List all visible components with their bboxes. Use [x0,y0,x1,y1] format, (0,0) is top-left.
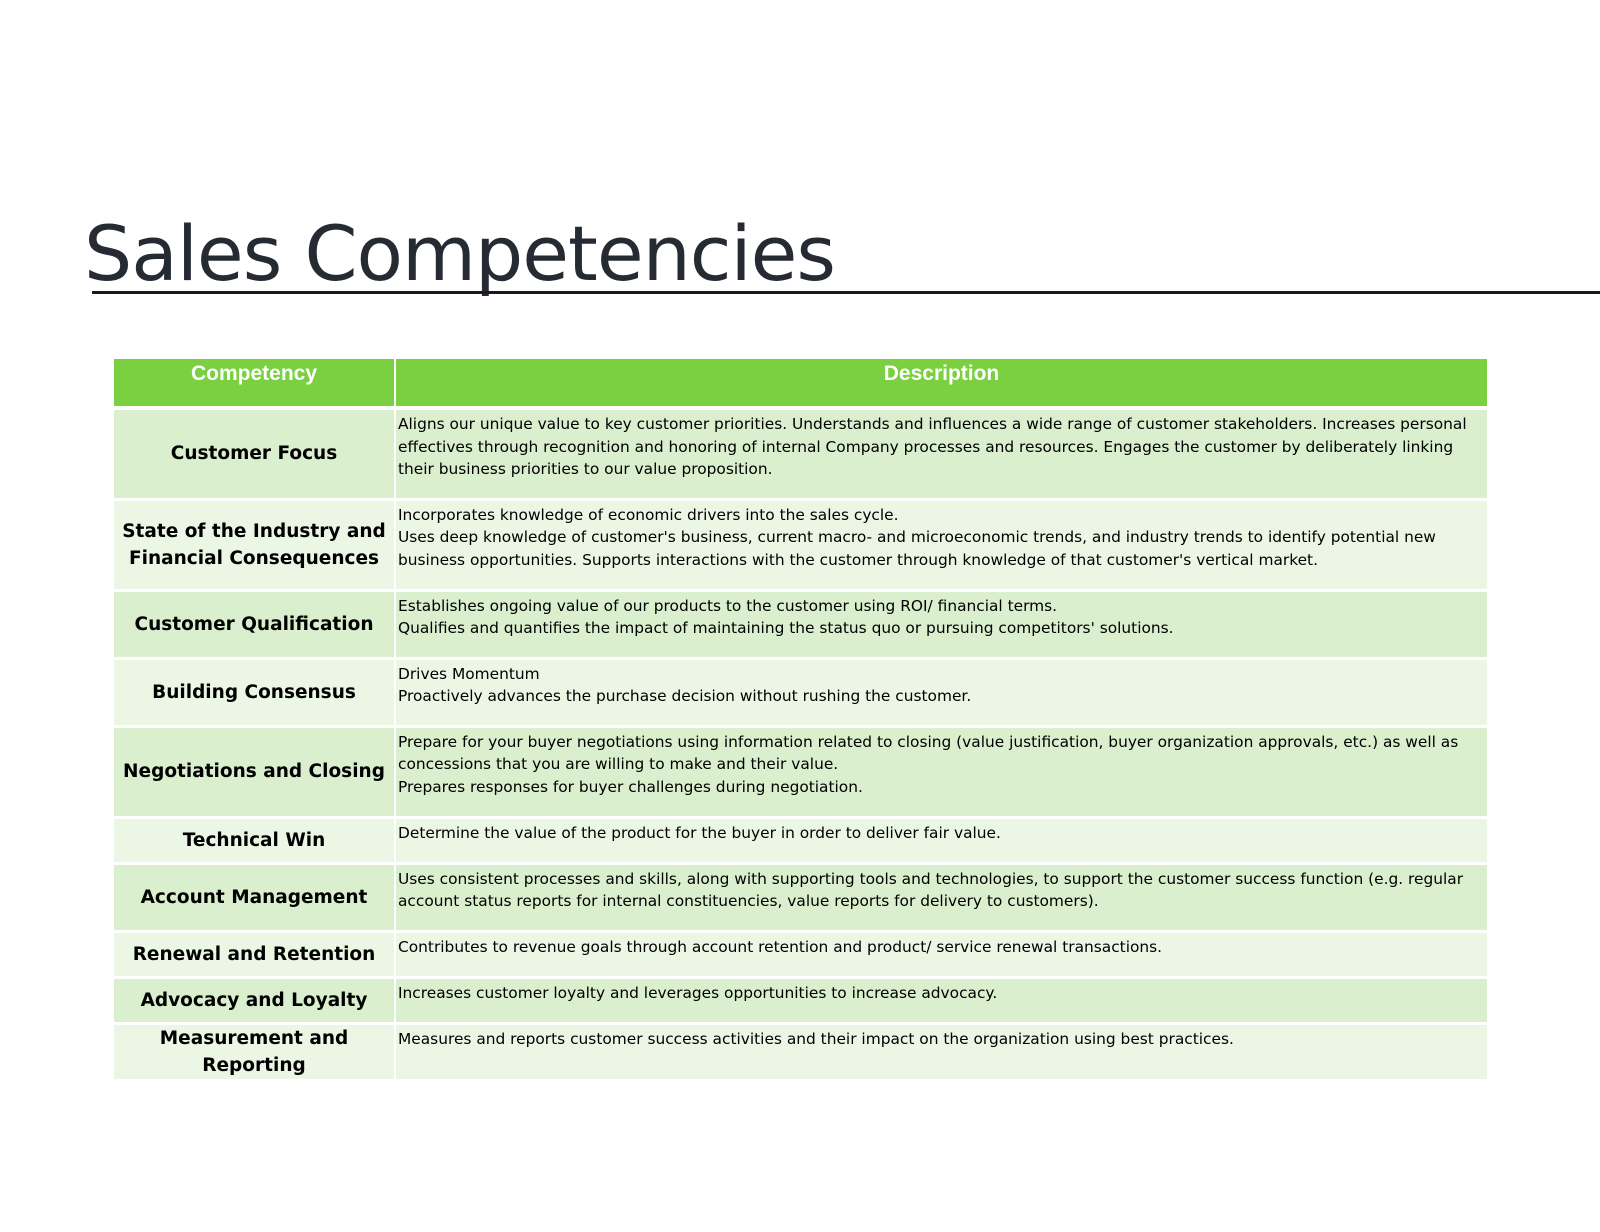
competency-name: Renewal and Retention [114,931,395,977]
competency-description [395,726,1487,817]
competency-name: Measurement and Reporting [114,1023,395,1080]
competency-name: Customer Qualification [114,590,395,658]
table-row [114,931,1487,977]
table-row [114,499,1487,590]
competency-name: Customer Focus [114,408,395,499]
table-header-row [114,359,1487,408]
table-row [114,658,1487,726]
description-line: Determine the value of the product for the buyer in order to deliver fair value. [398,823,1001,842]
description-line: Incorporates knowledge of economic drivers into the sales cycle. [398,505,899,524]
table-row [114,408,1487,499]
competency-description [395,658,1487,726]
table-row [114,1023,1487,1080]
competency-description [395,931,1487,977]
competency-description [395,817,1487,863]
description-line: Uses deep knowledge of customer's business, current macro- and microeconomic trends, and industry trends to identify potential new business opportunities. Supports interactions with the customer through knowledge of that customer's vertical market. [398,528,1436,569]
slide-title: Sales Competencies [84,209,836,298]
table-row [114,817,1487,863]
description-line: Aligns our unique value to key customer priorities. Understands and influences a wide range of customer stakeholders. Increases personal effectives through recognition and honoring of internal Company processes and resources. Engages the customer by deliberately linking their business priorities to our value proposition. [398,415,1467,478]
competency-name: Negotiations and Closing [114,726,395,817]
table-row [114,977,1487,1023]
description-line: Uses consistent processes and skills, along with supporting tools and technologies, to support the customer success function (e.g. regular account status reports for internal constituencies, value reports for delivery to customers). [398,869,1464,910]
competency-description [395,863,1487,931]
description-line: Measures and reports customer success activities and their impact on the organization using best practices. [398,1029,1234,1048]
description-line: Prepares responses for buyer challenges during negotiation. [398,777,863,796]
competency-description [395,977,1487,1023]
description-line: Drives Momentum [398,664,540,683]
competency-description [395,1023,1487,1080]
competency-name: Advocacy and Loyalty [114,977,395,1023]
competency-name: Building Consensus [114,658,395,726]
table-row [114,863,1487,931]
table-row [114,726,1487,817]
description-line: Contributes to revenue goals through account retention and product/ service renewal transactions. [398,937,1163,956]
competency-column-header: Competency [114,359,395,408]
competency-name: Technical Win [114,817,395,863]
description-line: Establishes ongoing value of our products to the customer using ROI/ financial terms. [398,596,1058,615]
description-line: Proactively advances the purchase decision without rushing the customer. [398,687,972,705]
competency-name: Account Management [114,863,395,931]
table-body [114,408,1487,1080]
competency-description [395,499,1487,590]
description-line: Increases customer loyalty and leverages opportunities to increase advocacy. [398,983,998,1002]
competency-name: State of the Industry and Financial Consequences [114,499,395,590]
description-column-header: Description [395,359,1487,408]
description-line: Prepare for your buyer negotiations using information related to closing (value justification, buyer organization approvals, etc.) as well as concessions that you are willing to make and their value. [398,732,1459,773]
competency-table [114,359,1487,1082]
table-row [114,590,1487,658]
description-line: Qualifies and quantifies the impact of maintaining the status quo or pursuing competitors' solutions. [398,619,1174,637]
competency-table-container [114,359,1487,1082]
competency-description [395,590,1487,658]
competency-description [395,408,1487,499]
title-underline [92,291,1600,294]
